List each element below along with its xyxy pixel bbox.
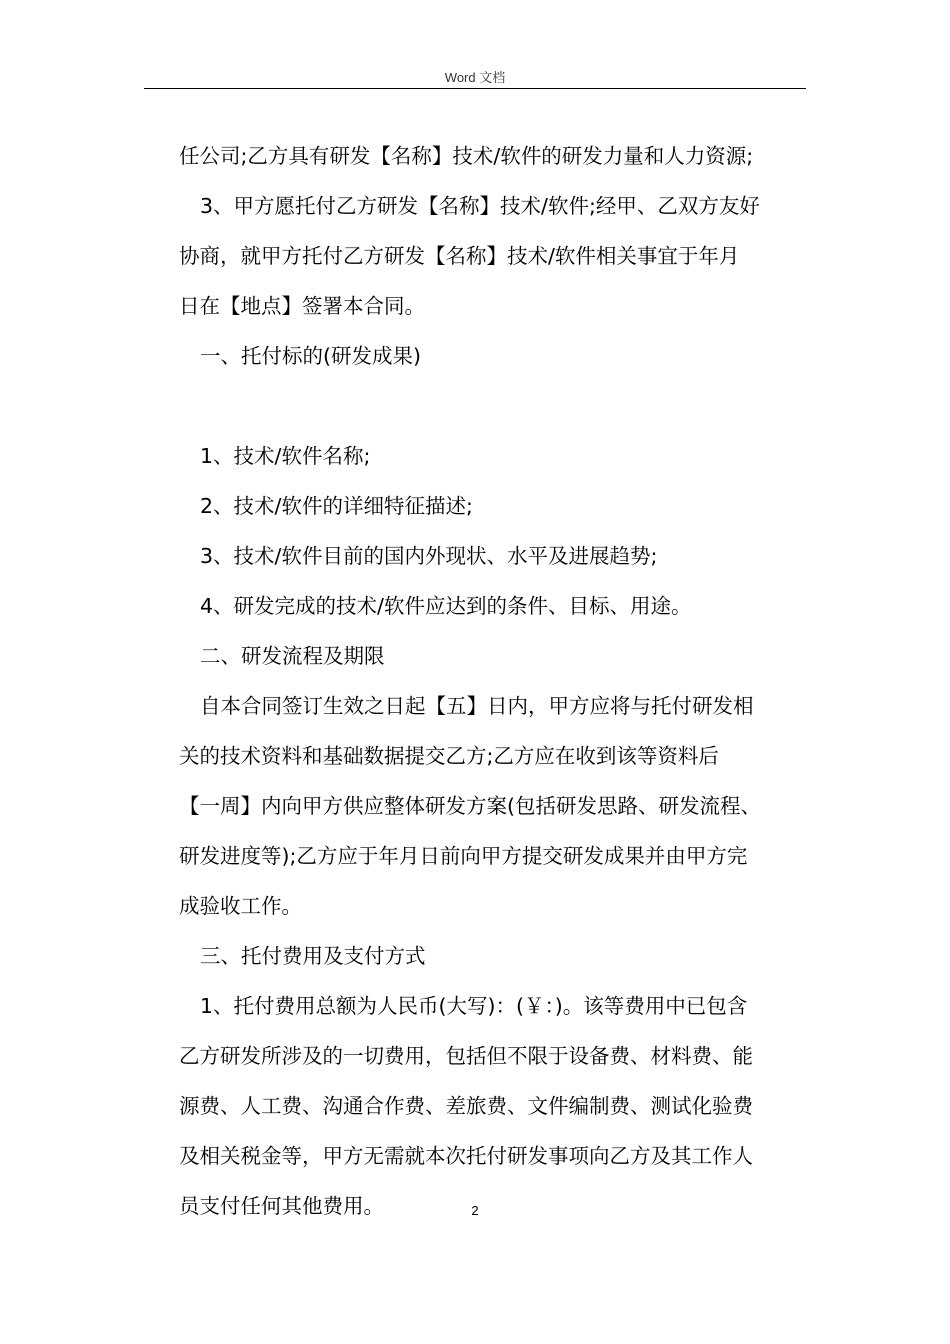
section-heading: 三、托付费用及支付方式 [200,944,426,968]
page-header: Word 文档 [444,70,506,85]
paragraph-line: 自本合同签订生效之日起【五】日内，甲方应将与托付研发相 [200,694,754,718]
paragraph-line: 乙方研发所涉及的一切费用，包括但不限于设备费、材料费、能 [179,1044,753,1068]
document-body [179,131,804,1231]
list-item: 1、技术/软件名称; [200,444,371,468]
paragraph-line: 3、甲方愿托付乙方研发【名称】技术/软件;经甲、乙双方友好 [200,194,760,218]
list-item: 4、研发完成的技术/软件应达到的条件、目标、用途。 [200,594,692,618]
paragraph-line: 关的技术资料和基础数据提交乙方;乙方应在收到该等资料后 [179,744,719,768]
page-number: 2 [471,1203,479,1218]
paragraph-line: 协商，就甲方托付乙方研发【名称】技术/软件相关事宜于年月 [179,244,740,268]
paragraph-line: 日在【地点】签署本合同。 [179,294,425,318]
paragraph-line: 研发进度等);乙方应于年月日前向甲方提交研发成果并由甲方完 [179,844,748,868]
paragraph-line: 员支付任何其他费用。 [179,1194,384,1218]
paragraph-line: 及相关税金等，甲方无需就本次托付研发事项向乙方及其工作人 [179,1144,753,1168]
blank-gap [179,381,804,431]
paragraph-line: 成验收工作。 [179,894,302,918]
paragraph-line: 1、托付费用总额为人民币(大写)：(￥：)。该等费用中已包含 [200,994,748,1018]
paragraph-line: 任公司;乙方具有研发【名称】技术/软件的研发力量和人力资源; [179,144,754,168]
header-divider [144,88,806,89]
list-item: 3、技术/软件目前的国内外现状、水平及进展趋势; [200,544,658,568]
paragraph-line: 源费、人工费、沟通合作费、差旅费、文件编制费、测试化验费 [179,1094,753,1118]
list-item: 2、技术/软件的详细特征描述; [200,494,473,518]
section-heading: 一、托付标的(研发成果) [200,344,421,368]
section-heading: 二、研发流程及期限 [200,644,385,668]
paragraph-line: 【一周】内向甲方供应整体研发方案(包括研发思路、研发流程、 [179,794,761,818]
